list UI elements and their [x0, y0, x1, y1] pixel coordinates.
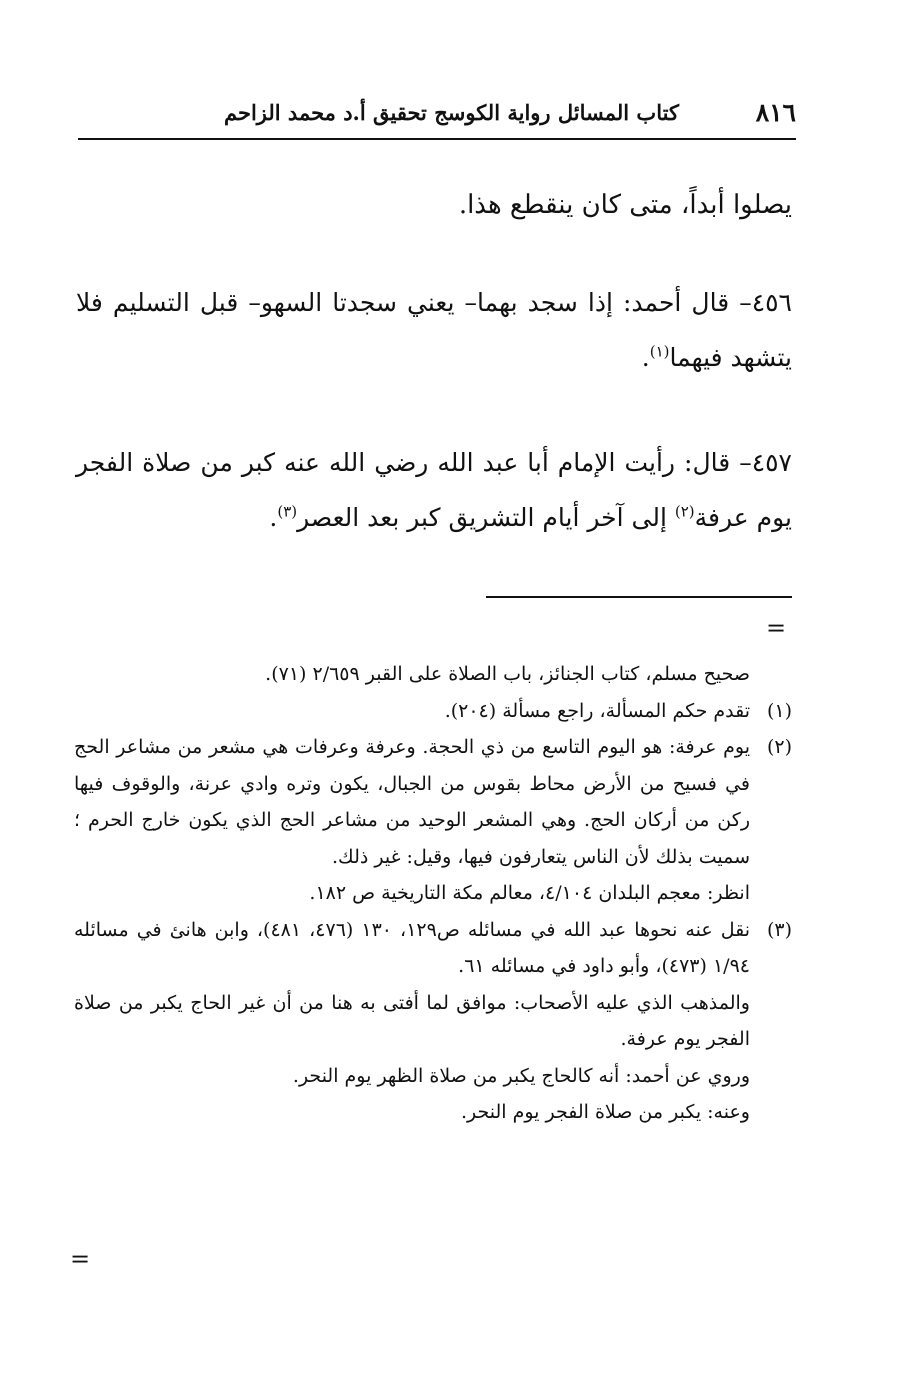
footnote-ref-3[interactable]: (٣)	[277, 502, 298, 521]
question-457	[76, 435, 792, 545]
question-457-dash: –	[739, 448, 752, 477]
footnote-continuation-mark: =	[766, 614, 787, 642]
question-456-paragraph	[76, 275, 792, 385]
footnote-ref-2[interactable]: (٢)	[674, 502, 695, 521]
footnotes	[74, 656, 792, 1131]
footnote-3-riwaya-1: وروي عن أحمد: أنه كالحاج يكبر من صلاة الظهر يوم النحر.	[292, 1064, 750, 1087]
question-457-number: ٤٥٧	[751, 448, 792, 477]
question-456-end: .	[641, 343, 650, 372]
footnote-ref-1[interactable]: (١)	[649, 342, 670, 361]
page-number: ٨١٦	[755, 97, 796, 127]
footnote-end-continuation-mark: =	[70, 1245, 91, 1273]
footnote-2	[74, 729, 792, 875]
footnote-1-text: تقدم حكم المسألة، راجع مسألة (٢٠٤).	[444, 699, 750, 722]
footnote-3-marker: (٣)	[766, 918, 793, 941]
footnote-separator	[486, 596, 792, 598]
page-header	[78, 92, 796, 132]
question-457-end: .	[269, 503, 278, 532]
question-457-text-a: قال: رأيت الإمام أبا عبد الله رضي الله عنه كبر من صلاة الفجر يوم عرفة	[76, 448, 792, 532]
question-456	[76, 275, 792, 385]
question-457-paragraph	[76, 435, 792, 545]
continuation-line: يصلوا أبداً، متى كان ينقطع هذا.	[458, 190, 792, 220]
running-title: كتاب المسائل رواية الكوسج تحقيق أ.د محمد الزاحم	[224, 99, 679, 125]
footnote-3-text: نقل عنه نحوها عبد الله في مسائله ص١٢٩، ١٣٠ (٤٧٦، ٤٨١)، وابن هانئ في مسائله ١/٩٤ (٤٧٣)، وأبو داود في مسائله ٦١.	[74, 918, 751, 977]
question-457-text-b: إلى آخر أيام التشريق كبر بعد العصر	[297, 503, 675, 532]
footnote-3-riwaya-2: وعنه: يكبر من صلاة الفجر يوم النحر.	[460, 1101, 750, 1123]
footnote-1	[74, 693, 792, 730]
footnote-continuation: صحيح مسلم، كتاب الجنائز، باب الصلاة على القبر ٢/٦٥٩ (٧١).	[265, 663, 750, 685]
question-456-dash: –	[739, 288, 752, 317]
question-456-text: قال أحمد: إذا سجد بهما– يعني سجدتا السهو– قبل التسليم فلا يتشهد فيهما	[76, 288, 792, 372]
footnote-1-marker: (١)	[766, 699, 792, 722]
footnote-3-madhab: والمذهب الذي عليه الأصحاب: موافق لما أفتى به هنا من أن غير الحاج يكبر من صلاة الفجر يوم عرفة.	[74, 991, 750, 1050]
footnote-2-text: يوم عرفة: هو اليوم التاسع من ذي الحجة. وعرفة وعرفات هي مشعر من مشاعر الحج في فسيح من الأرض محاط بقوس من الجبال، يكون وتره وادي عرنة، والوقوف فيها ركن من أركان الحج. وهي المشعر الوحيد من مشاعر الحج الذي يكون خارج الحرم ؛ سميت بذلك لأن الناس يتعارفون فيها، وقيل: غير ذلك.	[74, 736, 750, 868]
footnote-2-reference: انظر: معجم البلدان ٤/١٠٤، معالم مكة التاريخية ص ١٨٢.	[309, 882, 750, 904]
footnote-3	[74, 912, 792, 985]
question-456-number: ٤٥٦	[751, 288, 792, 317]
header-rule	[78, 138, 796, 140]
footnote-2-marker: (٢)	[766, 736, 792, 758]
